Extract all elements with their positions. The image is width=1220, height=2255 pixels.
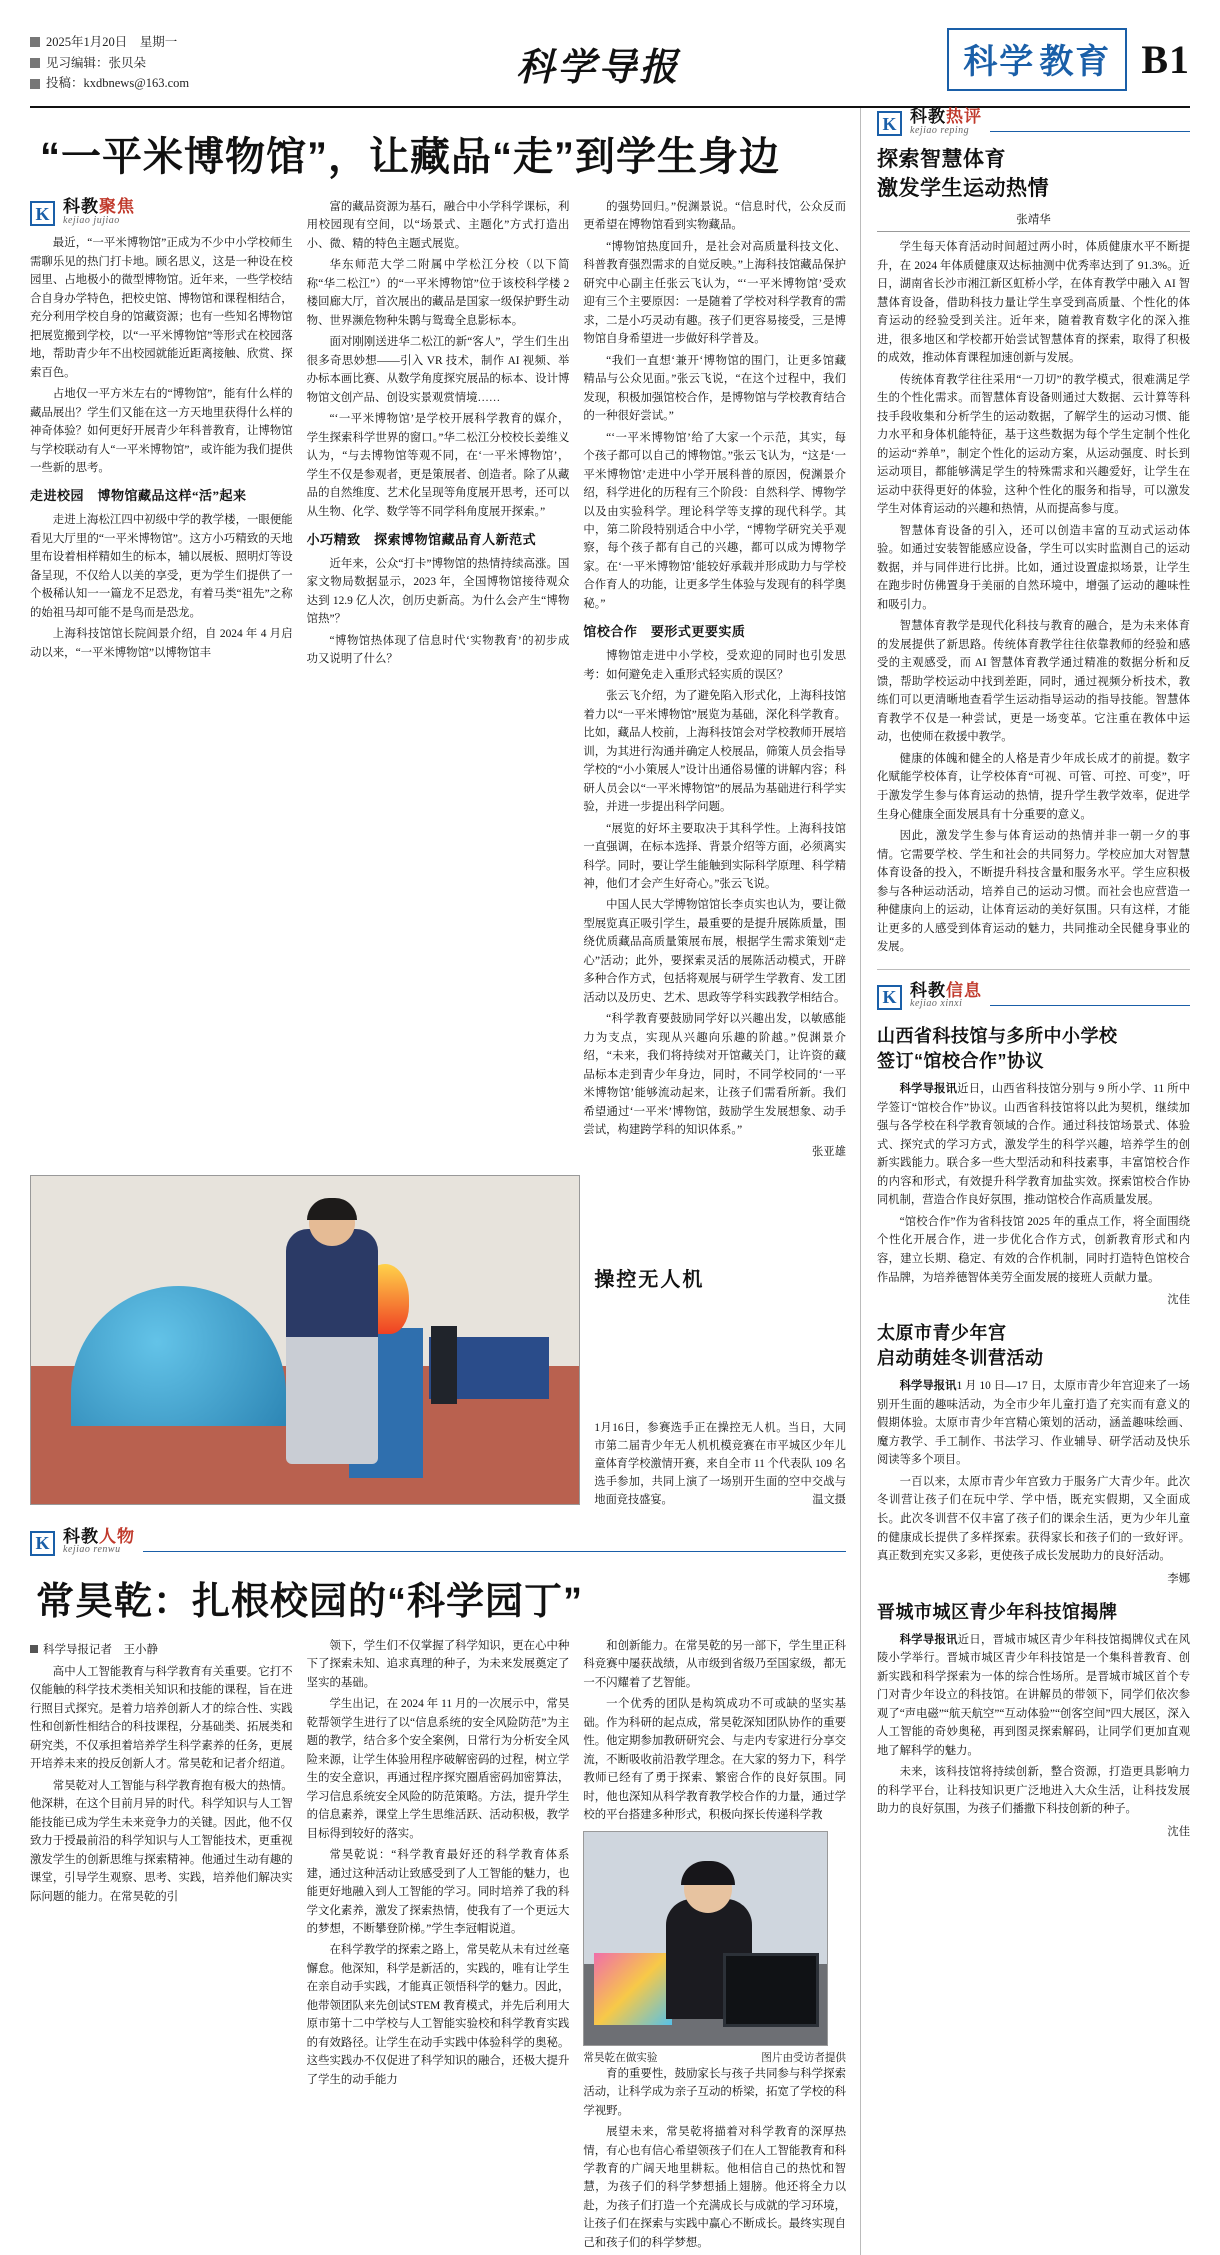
kicker-rule — [990, 1005, 1190, 1006]
person-title: 常昊乾：扎根校园的“科学园丁” — [36, 1580, 584, 1623]
k-logo-icon: K — [30, 1531, 55, 1556]
kicker-reping — [877, 108, 1190, 136]
person-col2-text: 领下，学生们不仅掌握了科学知识，更在心中种下了探索未知、追求真理的种子，为未来发展奠定了坚实的基础。 学生出记，在 2024 年 11 月的一次展示中，常昊乾帮领学生进行了以“信息系统的安全风险防范”为主题的教学，结合多个安全案例，日常行为分析安全风险来源，让学生体验用程序破解密码的过程，树立学生的安全意识，再通过程序探究圈盾密码加密算法，学习信息系统安全风险的防范策略。方法，提升学生的信息素养，课堂上学生思维活跃、活动积极，教学目标得到较好的落实。 常昊乾说：“科学教育最好还的科学教育体系建，通过这种活动让致感受到了人工智能的魅力，也能更好地融入到人工智能的学习。同时培养了我的科学文化素养，激发了探索热情，使我有了一个更远大的梦想，不断攀登阶梯。”学生李冠帽说道。 在科学教学的探索之路上，常昊乾从未有过丝毫懈怠。他深知，科学是新活的，实践的，唯有让学生在亲自动手实践，才能真正领悟科学的魅力。因此，他带领团队来先创试STEM 教育模式，并先后利用大原市第十二中学校与人工智能实验校和科学教育实践的有效路径。让学生在动手实践中体验科学的奥秘。这些实践办不仅促进了科学知识的融合，还极大提升了学生的动手能力 — [306, 1639, 570, 2086]
drone-photo — [30, 1175, 580, 1505]
news-lead: 科学导报讯 — [899, 1380, 957, 1393]
lead-col3-text: 的强势回归。”倪渊景说。“信息时代，公众反而更希望在博物馆看到实物藏品。 “博物馆热度回升，是社会对高质量科技文化、科普教育强烈需求的自觉反映。”上海科技馆藏品保护研究中心副主任张云飞认为，“‘一平米博物馆’受欢迎有三个主要原因：一是随着了学校对科学教育的需求，二是小巧灵动有趣。孩子们更容易接受，三是博物馆自身希望进一步做好科学普及。 “我们一直想‘兼开‘博物馆的围门，让更多馆藏精品与公众见面。”张云飞说，“在这个过程中，我们发现，积极加强馆校合作，是博物馆与学校教育结合的一种很好尝试。” “‘一平米博物馆’给了大家一个示范，其实，每个孩子都可以自己的博物馆。”张云飞认为，“这是‘一平米博物馆’走进中小学开展科普的原因，倪渊景介绍，科学进化的历程有三个阶段：自然科学、博物学以及由实验科学。理论科学等支撑的现代科学。其中，第二阶段特别适合中小学，“博物学研究关乎观察，每个孩子都有自己的兴趣，都可以成为博物学家。在‘一平米博物馆’能较好承载并形成助力与学校合作育人的功能，让更多学生体验与发现有的科学奥秘。” 馆校合作 要形式更要实质 博物馆走进中小学校，受欢迎的同时也引发思考：如何避免走入重形式轻实质的误区？ 张云飞介绍，为了避免陷入形式化，上海科技馆着力以“一平米博物馆”展览为基础，深化科学教育。比如，藏品人校前，上海科技馆会对学校教师开展培训，为其进行沟通并确定人校展品，筛策人员会指导学校的“小小策展人”设计出通俗易懂的讲解内容；科研人员会以“一平米博物馆”的展品为基础进行科学实验，并进一步提出科学问题。 “展览的好坏主要取决于其科学性。上海科技馆一直强调，在标本选择、背景介绍等方面，必须离实科学。同时，要让学生能触到实际科学原理、科学精神，他们才会产生好奇心。”张云飞说。 中国人民大学博物馆馆长李贞实也认为，要让微型展览真正吸引学生，最重要的是提升展陈质量，围绕优质藏品高质量策展布展，根据学生需求策划“走心”活动；此外，要探索灵活的展陈活动模式，开辟多种合作方式，包括将观展与研学生学教育、发工团活动以及历史、艺术、思政等学科实践教学相结合。 “科学教育要鼓励同学好以兴趣出发，以敏感能力为支点，实现从兴趣向乐趣的阶越。”倪渊景介绍，“未来，我们将持续对开馆藏关门，让许资的藏品标本走到青少年身边，同时，不同学校同的‘一平米博物馆’能够流动起来，让孩子们需看所新。我们希望通过‘一平米’博物馆，鼓励学生发展想象、动手尝试，构建跨学科的知识体系。” 张亚雄 — [583, 198, 846, 1161]
lab-photo — [583, 1831, 828, 2046]
lab-photo-caption — [583, 2050, 846, 2065]
kicker-text — [63, 198, 135, 226]
bar-icon — [30, 37, 40, 47]
news-body-text: 1 月 10 日—17 日，太原市青少年宫迎来了一场别开生面的趣味活动，为全市少年儿童打造了充实而有意义的假期体验。太原市青少年宫精心策划的活动，涵盖趣味绘画、魔方教学、手工制作、书法学习、作业辅导、研学活动及快乐阅读等多个项目。 — [877, 1380, 1190, 1467]
photo-credit: 温文摄 — [812, 1493, 846, 1506]
news-title-line1: 太原市青少年宫 — [877, 1323, 1007, 1344]
news-body — [877, 1080, 1190, 1287]
news-lead: 科学导报讯 — [899, 1633, 958, 1646]
commentary-author: 张靖华 — [877, 211, 1190, 232]
bar-icon — [30, 79, 40, 89]
news-item — [877, 1600, 1190, 1839]
lab-photo-model — [594, 1953, 672, 2025]
section-title-2: 教育 — [1039, 44, 1112, 81]
kicker-renwu — [30, 1528, 846, 1556]
right-rail — [860, 108, 1190, 2255]
main-column — [30, 108, 860, 2255]
news-title-line2: 启动萌娃冬训营活动 — [877, 1348, 1044, 1369]
kicker-cn: 科教人物 — [63, 1526, 135, 1546]
commentary-title — [877, 146, 1190, 203]
news-item — [877, 1321, 1190, 1586]
section-title-1: 科学 — [963, 44, 1036, 81]
photo-caption-text: 1月16日，参赛选手正在操控无人机。当日，大同市第二届青少年无人机机模竞赛在市平城区少年儿童体育学校激情开赛，来自全市 11 个代表队 109 名选手参加，共同上演了一场别开生面的空中交战与地面竞技盛宴。 — [594, 1422, 846, 1506]
lead-subhead-3: 馆校合作 要形式更要实质 — [583, 624, 746, 640]
bar-icon — [30, 58, 40, 68]
lead-col-2 — [307, 198, 570, 1161]
masthead-editor: 见习编辑：张贝朵 — [46, 55, 147, 70]
paper-nameplate — [516, 22, 680, 91]
lead-col-3 — [583, 198, 846, 1161]
person-article — [30, 1637, 846, 2255]
kicker-xinxi — [877, 982, 1190, 1010]
section-title-box — [947, 28, 1127, 91]
kicker-text — [910, 982, 982, 1010]
commentary-body: 学生每天体育活动时间超过两小时，体质健康水平不断提升，在 2024 年体质健康双达标抽测中优秀率达到了 91.3%。近日，湖南省长沙市湘江新区虹桥小学，在体育教学中融入 AI 智慧体育设备，借助科技力量让学生享受到高质量、个性化的体育运动的经验受到关注。近年来，随着教育数字化的深入推进，很多地区和学校都开始尝试智慧体育的探索，取得了积极的成效，推动体育课程加速创新与发展。 传统体育教学往往采用“一刀切”的教学模式，很难满足学生的个性化需求。而智慧体育设备则通过大数据、云计算等科技手段收集和分析学生的运动数据，了解学生的运动习惯、能力水平和身体机能特征，基于这些数据为每个学生定制个性化的运动“养单”，制定个性化的运动方案，从运动强度、时长到运动项目，都能够满足学生的特殊需求和兴趣爱好，让学生在运动中获得更好的体验，这种个性化的服务和指导，可以激发学生对体育运动的兴趣和热情，从而提高参与度。 智慧体育设备的引入，还可以创造丰富的互动式运动体验。如通过安装智能感应设备，学生可以实时监测自己的运动数据，并与同伴进行比拼。比如，通过设置虚拟场景，让学生在跑步时仿佛置身于美丽的自然环境中，增强了运动的趣味性和吸引力。 智慧体育教学是现代化科技与教育的融合，是为未来体育的发展提供了新思路。传统体育教学往往依靠教师的经验和感受的主观感受，而 AI 智慧体育教学通过精准的数据分析和反馈，帮助学校运动中找到差距，同时，通过视频分析技术，教练们可以更清晰地查看学生运动指导运动的指导技能。智慧体育教学不仅是一种尝试，更是一场变革。它注重在教体中运动，也使师在救援中教学。 健康的体魄和健全的人格是青少年成长成才的前提。数字化赋能学校体育，让学校体育“可视、可管、可控、可变”，吁于激发学生参与体育运动的热情，提升学生教学效率，促进学生身心健康全面发展具有十分重要的意义。 因此，激发学生参与体育运动的热情并非一朝一夕的事情。它需要学校、学生和社会的共同努力。学校应加大对智慧体育设备的投入，不断提升科技含量和服务水平。学生应积极参与各种运动活动，培养自己的运动习惯。而社会也应营造一种健康向上的运动，让体育运动的美好氛围。只有这样，才能让更多的人感受到体育运动的魅力，共同推动全民健身事业的发展。 — [877, 241, 1190, 954]
lead-article — [30, 198, 846, 1161]
news-signature: 沈佳 — [1167, 1294, 1190, 1307]
section-header — [947, 22, 1190, 91]
drone-photo-block — [30, 1175, 846, 1510]
rail-divider — [877, 969, 1190, 970]
person-col1-text: 高中人工智能教育与科学教育有关重要。它打不仅能触的科学技术类相关知识和技能的课程，旨在进行照目式探究。是着力培养创新人才的综合性、实践性和创新性相结合的科技课程，分基础类、拓展类和研究类，不仅承担着培养学生科学素养的任务，更展开培养未来的投反创新人才。常昊乾和记者介绍道。 常昊乾对人工智能与科学教育抱有极大的热情。他深耕，在这个目前月异的时代。科学知识与人工智能技能已成为学生未来竞争力的关键。因此，他不仅致力于授最前沿的科学知识与人工智能技术，更重视激发学生的创新思维与探索精神。他通过生动有趣的课堂，引导学生观察、思考、实践，培养他们解决实际问题的能力。在常昊乾的引 — [30, 1665, 293, 1903]
kicker-text — [910, 108, 982, 136]
masthead-date: 2025年1月20日 星期一 — [46, 35, 178, 49]
kicker-cn: 科教信息 — [910, 980, 982, 1000]
news-body — [877, 1377, 1190, 1565]
lead-col-1 — [30, 198, 293, 1161]
news-body-text-2: “馆校合作”作为省科技馆 2025 年的重点工作，将全面围绕个性化开展合作，进一步优化合作方式，创新教育形式和内容，建立长期、稳定、有效的合作机制，同时打造特色馆校合作品牌，为培养德智体美劳全面发展的接班人贡献力量。 — [877, 1215, 1190, 1284]
k-logo-icon: K — [877, 985, 902, 1010]
kicker-cn: 科教热评 — [910, 107, 982, 126]
masthead — [30, 22, 1190, 100]
lab-photo-caption-text: 常昊乾在做实验 — [583, 2052, 658, 2064]
commentary-title-line2: 激发学生运动热情 — [877, 176, 1049, 200]
news-title — [877, 1321, 1190, 1371]
k-logo-icon: K — [877, 111, 902, 136]
lab-photo-credit: 图片由受访者提供 — [761, 2052, 847, 2064]
news-body-text: 近日，山西省科技馆分别与 9 所小学、11 所中学签订“馆校合作”协议。山西省科技馆将以此为契机，继续加强与各学校在科学教育领域的合作。通过科技馆场景式、体验式、探究式的学习方式，激发学生的科学兴趣，培养学生的创新实践能力。联合多一些大型活动和科技素事，丰富馆校合作的内容和形式，有效提升科学教育加盐实效。探索馆校合作协同机制，营造合作良好氛围，推动馆校合作高质量发展。 — [877, 1083, 1190, 1207]
news-title — [877, 1600, 1190, 1625]
k-logo-icon: K — [30, 201, 55, 226]
lead-subhead-2: 小巧精致 探索博物馆藏品育人新范式 — [306, 531, 537, 547]
kicker-pinyin: kejiao reping — [910, 124, 970, 136]
news-body-text: 近日，晋城市城区青少年科技馆揭牌仪式在风陵小学举行。晋城市城区青少年科技馆是一个集科普教育、创新实践和科学探索为一体的综合性场所。是晋城市城区首个专门对青少年设立的科技馆。在讲解员的带领下，同学们依次参观了“声电磁”“航天航空”“互动体验”“创客空间”四大展区，深入人工智能的奇妙奥秘，再到图灵探索解码，让同学们更加直观地了解科学的魅力。 — [877, 1633, 1190, 1757]
kicker-jujiao — [30, 198, 293, 226]
commentary-title-line1: 探索智慧体育 — [877, 148, 1006, 172]
person-col-3 — [583, 1637, 846, 2255]
kicker-text — [63, 1528, 135, 1556]
news-lead: 科学导报讯 — [899, 1083, 958, 1096]
paper-name: 科学导报 — [516, 47, 681, 89]
lead-byline: 张亚雄 — [811, 1145, 847, 1158]
news-title-line1: 山西省科技馆与多所中小学校 — [877, 1025, 1118, 1046]
page-grid — [30, 108, 1190, 2255]
kicker-pinyin: kejiao renwu — [63, 1544, 121, 1556]
kicker-rule — [143, 1551, 846, 1552]
kicker-pinyin: kejiao xinxi — [910, 998, 963, 1010]
news-signature: 李娜 — [1167, 1572, 1190, 1585]
masthead-email: 投稿：kxdbnews@163.com — [46, 76, 190, 91]
person-byline: 科学导报记者 王小静 — [30, 1641, 293, 1657]
page-number: B1 — [1141, 37, 1190, 82]
news-body-text-2: 未来，该科技馆将持续创新，整合资源，打造更具影响力的科学平台，让科技知识更广泛地进入大众生活，让科技发展助力的良好氛围，为孩子们播撒下科技创新的种子。 — [877, 1766, 1190, 1816]
person-section — [30, 1528, 846, 2255]
lead-col2-text: 富的藏品资源为基石，融合中小学科学课标，利用校园现有空间，以“场景式、主题化”方式打造出小、微、精的特色主题式展览。 华东师范大学二附属中学松江分校（以下简称“华二松江”）的“一平米博物馆”位于该校科学楼 2 楼回廊大厅，首次展出的藏品是国家一级保护野生动物、世界濒危物种朱鹮与鸳鸯全息影标本。 面对刚刚送进华二松江的新“客人”，学生们生出很多奇思妙想——引入 VR 技术，制作 AI 视频、举办标本画比赛、从数学角度探究展品的标本、设计博物馆文创产品、创设实景观赏情境…… “‘一平米博物馆’是学校开展科学教育的媒介，学生探索科学世界的窗口。”华二松江分校校长姜维义认为，“与去博物馆等观不同，在‘一平米博物馆’，学生不仅是参观者，更是策展者、创造者。除了从藏品的自然维度、艺术化呈现等角度展开思考，还可以从生物、化学、数学等不同学科角度展开探索。” 小巧精致 探索博物馆藏品育人新范式 近年来，公众“打卡”博物馆的热情持续高涨。国家文物局数据显示，2023 年，全国博物馆接待观众达到 12.9 亿人次，创历史新高。为什么会产生“博物馆热”？ “博物馆热体现了信息时代‘实物教育’的初步成功又说明了什么？ — [306, 201, 570, 666]
news-title-line2: 签订“馆校合作”协议 — [877, 1051, 1044, 1072]
news-signature: 沈佳 — [1167, 1825, 1190, 1838]
person-col3b-text: 育的重要性，鼓励家长与孩子共同参与科学探索活动，让科学成为亲子互动的桥梁，拓宽了学校的科学视野。 展望未来，常昊乾将描着对科学教育的深厚热情，有心也有信心希望领孩子们在人工智能教育和科学教育的广阔天地里耕耘。他相信自己的热忱和智慧，为孩子们的科学梦想插上翅膀。他还将全力以赴，为孩子们打造一个充满成长与成就的学习环境，让孩子们在探索与实践中赢心不断成长。最终实现自己和孩子们的科学梦想。 — [583, 2067, 847, 2249]
lead-col1-text: 最近，“一平米博物馆”正成为不少中小学校师生需聊乐见的热门打卡地。顾名思义，这是一种设在校园里、占地极小的微型博物馆。近年来，一些学校结合自身办学特色，把校史馆、博物馆和课程相结合，充分利用学校自身的馆藏资源；也有一些知名博物馆把展览搬到学校，以“一平米博物馆”等形式在校园落地，帮助青少年不出校园就能近距离接触、欣赏、探索百色。 占地仅一平方米左右的“博物馆”，能有什么样的藏品展出？学生们又能在这一方天地里获得什么样的神奇体验？如何更好开展青少年科普教育，让博物馆与学校联动有人“一平米博物馆”，或许能为我们提供一些新的思考。 走进校园 博物馆藏品这样“活”起来 走进上海松江四中初级中学的教学楼，一眼便能看见大厅里的“一平米博物馆”。这方小巧精致的天地里布设着相样精如生的标本，辅以展板、照明灯等设备呈现，不仅给人以美的享受，更为学生们提供了一个极稀认知一一篇龙不足恐龙，有着马类“祖先”之称的始祖马却可能不是鸟而是恐龙。 上海科技馆馆长院闾景介绍，自 2024 年 4 月启动以来，“一平米博物馆”以博物馆丰 — [30, 237, 293, 659]
photo-bystander — [431, 1326, 457, 1404]
page-title: “一平米博物馆”，让藏品“走”到学生身边 — [40, 135, 780, 179]
photo-overlay-title: 操控无人机 — [594, 1269, 705, 1292]
kicker-cn: 科教聚焦 — [63, 197, 135, 216]
kicker-rule — [990, 131, 1190, 132]
person-col-1 — [30, 1637, 293, 2255]
masthead-info — [30, 22, 189, 94]
news-item — [877, 1024, 1190, 1307]
person-col3-text: 和创新能力。在常昊乾的另一部下，学生里正科科竞赛中屡获战绩，从市级到省级乃至国家级，都无一不闪耀着了艺智能。 一个优秀的团队是构筑成功不可或缺的坚实基础。作为科研的起点成，常昊乾深知团队协作的重要性。他定期参加教研研究会、与走内专家进行分享交流，不断吸收前沿教学理念。在大家的努力下，科学教师已经有了勇于探索、繁密合作的良好氛围。同时，他也深知从科学教育教学校合作的力量，通过学校的平台搭建多种形式，积极向探长传递科学教 — [583, 1639, 847, 1822]
news-title-line1: 晋城市城区青少年科技馆揭牌 — [877, 1601, 1118, 1622]
photo-caption-area — [594, 1175, 846, 1510]
kicker-pinyin: kejiao jujiao — [63, 214, 120, 226]
lead-subhead-1: 走进校园 博物馆藏品这样“活”起来 — [30, 488, 247, 504]
photo-caption — [594, 1420, 846, 1510]
news-title — [877, 1024, 1190, 1074]
person-col-2 — [307, 1637, 570, 2255]
news-body-text-2: 一百以来，太原市青少年宫致力于服务广大青少年。此次冬训营让孩子们在玩中学、学中悟，既充实假期，又全面成长。此次冬训营不仅丰富了孩子们的课余生活，更为少年儿童的健康成长提供了多样探索。获得家长和孩子们的一致好评。真正数到充实又多彩，更使孩子成长发展助力的良好活动。 — [877, 1475, 1190, 1563]
lab-photo-monitor — [723, 1953, 819, 2027]
photo-student — [286, 1229, 378, 1464]
